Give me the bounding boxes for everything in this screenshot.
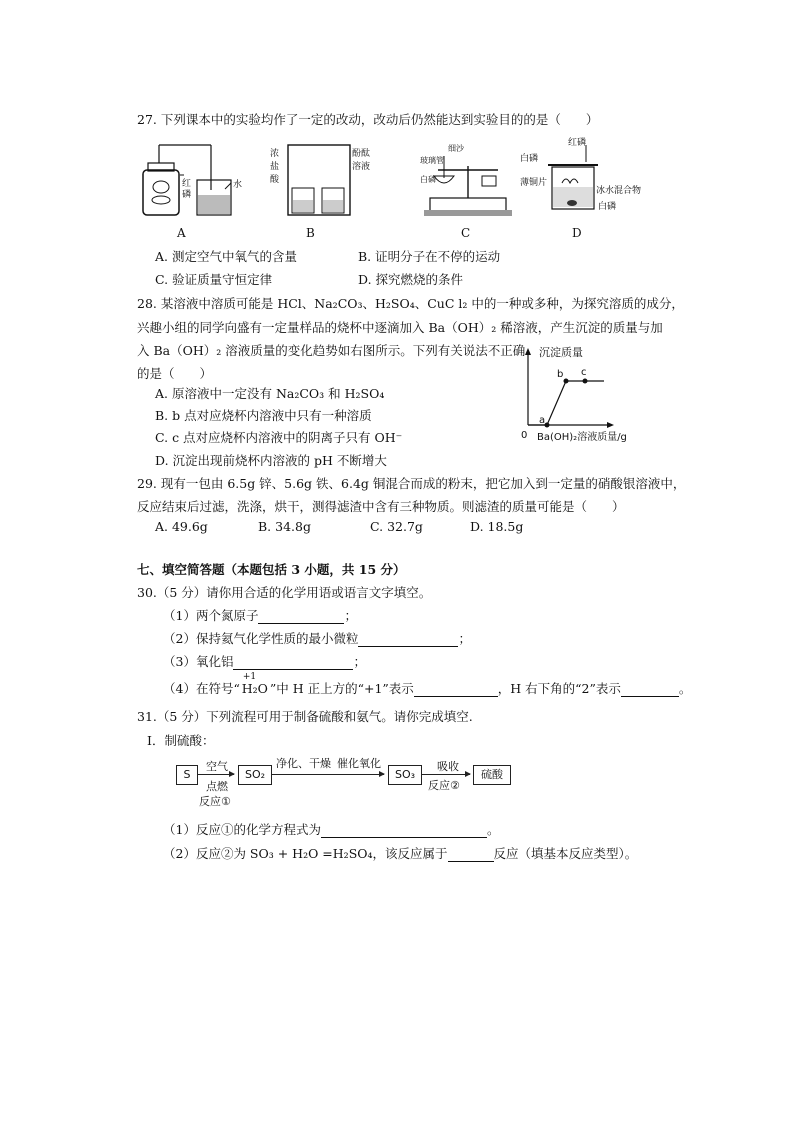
flow-box-s: S [176,765,198,785]
q30-item-1-text: （1）两个氮原子 [163,608,259,623]
figure-b-label-4: 酚酞 [352,149,371,159]
q29-line-1: 29. 现有一包由 6.5g 锌、5.6g 铁、6.4g 铜混合而成的粉末，把它加入到一定量的硝酸银溶液中， [137,476,686,491]
q30-item-1 [163,606,357,624]
h2o-text: H₂O [241,681,268,696]
figure-a-label-1: 红 [182,179,192,189]
figure-d-label-4: 冰水混合物 [596,186,642,196]
q29-line-2: 反应结束后过滤，洗涤，烘干，测得滤渣中含有三种物质。则滤渣的质量可能是（ ） [137,499,625,514]
q28-line-2: 兴趣小组的同学向盛有一定量样品的烧杯中逐滴加入 Ba（OH）₂ 稀溶液，产生沉淀的质量与加 [137,320,663,335]
q30-item-2-sep: ； [458,631,471,646]
q28-option-d: D. 沉淀出现前烧杯内溶液的 pH 不断增大 [155,453,387,468]
q30-item-3 [163,652,366,670]
flow-arrow-3-bot: 反应② [428,779,460,792]
q31-sub-1-end: 。 [486,822,500,837]
q31-sub-2-post: 反应（填基本反应类型）。 [493,846,638,861]
chart-point-a [545,423,550,428]
flow-arrow-2-top2: 催化氧化 [337,757,381,770]
flow-arrow-1 [198,774,234,775]
q28-option-b: B. b 点对应烧杯内溶液中只有一种溶质 [155,408,372,423]
figure-c-apparatus [418,140,518,220]
q30-stem: 30.（5 分）请你用合适的化学用语或语言文字填空。 [137,585,432,600]
figure-b-apparatus [268,140,378,220]
figure-b-label-5: 溶液 [352,162,371,172]
figure-b-caption: B [306,226,315,240]
q29-option-d: D. 18.5g [470,519,524,534]
figure-a-apparatus [135,135,255,220]
figure-c-label-1: 玻璃管 [420,156,444,165]
precipitate-chart [515,340,655,445]
q29-option-c: C. 32.7g [370,519,423,534]
q28-option-a: A. 原溶液中一定没有 Na₂CO₃ 和 H₂SO₄ [155,386,385,401]
q31-sub-2-pre: （2）反应②为 SO₃ + H₂O =H₂SO₄，该反应属于 [163,846,448,861]
q31-sub-1 [163,820,499,838]
figure-a-label-water: 水 [233,180,243,190]
chart-point-label-c: c [581,367,587,378]
chart-x-axis-arrow [607,422,614,428]
q30-item-2 [163,629,471,647]
q30-item-4-mid: ”中 H 正上方的“+1”表示 [269,681,414,696]
figure-d-label-3: 薄铜片 [520,178,548,188]
q28-line-1: 28. 某溶液中溶质可能是 HCl、Na₂CO₃、H₂SO₄、CuC l₂ 中的一种或多种，为探究溶质的成分， [137,296,684,311]
answer-blank-4[interactable] [414,683,498,697]
q27-stem: 27. 下列课本中的实验均作了一定的改动，改动后仍然能达到实验目的的是（ ） [137,112,599,127]
figure-c-label-3: 白磷 [420,175,436,184]
q30-item-1-sep: ； [344,608,357,623]
figure-b-label-1: 浓 [270,149,280,159]
figure-c-label-2: 细沙 [448,144,464,153]
answer-blank-6[interactable] [321,824,487,838]
figure-d-label-1: 红磷 [568,138,587,148]
q31-stem: 31.（5 分）下列流程可用于制备硫酸和氨气。请你完成填空. [137,709,473,724]
q27-option-c: C. 验证质量守恒定律 [155,272,273,287]
flow-box-sulfuric-acid: 硫酸 [473,765,511,785]
h2o-formula [240,672,270,696]
q30-item-4-pre: （4）在符号“ [163,681,240,696]
q31-sub-1-text: （1）反应①的化学方程式为 [163,822,321,837]
q31-sub-2 [163,844,637,862]
q29-option-a: A. 49.6g [155,519,208,534]
q28-line-4: 的是（ ） [137,366,213,381]
q27-option-d: D. 探究燃烧的条件 [358,272,464,287]
q29-option-b: B. 34.8g [258,519,311,534]
q28-line-3: 入 Ba（OH）₂ 溶液质量的变化趋势如右图所示。下列有关说法不正确 [137,343,526,358]
chart-y-label: 沉淀质量 [539,346,583,359]
q27-option-a: A. 测定空气中氧气的含量 [155,249,297,264]
q30-item-2-text: （2）保持氦气化学性质的最小微粒 [163,631,359,646]
figure-a-label-2: 磷 [182,190,192,200]
chart-point-label-a: a [539,415,546,426]
section-7-title: 七、填空简答题（本题包括 3 小题，共 15 分） [137,562,406,577]
flow-box-so3: SO₃ [388,765,422,785]
flow-arrow-1-mid: 点燃 [206,780,228,793]
chart-x-label: Ba(OH)₂溶液质量/g [537,432,627,443]
flow-arrow-1-top: 空气 [206,760,228,773]
flow-arrow-2-top: 净化、干燥 [276,757,331,770]
answer-blank-2[interactable] [358,633,458,647]
q30-item-3-sep: ； [353,654,366,669]
flow-box-so2: SO₂ [238,765,272,785]
q31-part-1: I．制硫酸： [147,733,215,748]
flow-arrow-3 [422,774,470,775]
chart-point-label-b: b [557,369,564,380]
q30-item-4-mid2: ，H 右下角的“2”表示 [497,681,621,696]
figure-b-label-2: 盐 [270,162,280,172]
answer-blank-1[interactable] [258,610,344,624]
flow-arrow-1-bot: 反应① [199,795,231,808]
flow-arrow-2 [272,774,384,775]
q30-item-4 [163,672,692,697]
flow-arrow-3-top: 吸收 [437,760,459,773]
figure-b-label-3: 酸 [270,175,280,185]
q28-option-c: C. c 点对应烧杯内溶液中的阴离子只有 OH⁻ [155,430,403,445]
chart-point-c [583,379,588,384]
answer-blank-5[interactable] [621,683,679,697]
q30-item-3-text: （3）氧化铝 [163,654,234,669]
figure-a-caption: A [177,226,186,240]
chart-point-b [564,379,569,384]
figure-c-caption: C [461,226,471,240]
chart-y-axis-arrow [525,348,531,355]
figure-d-label-5: 白磷 [598,202,617,212]
answer-blank-7[interactable] [448,848,494,862]
q30-item-4-end: 。 [678,681,692,696]
figure-d-label-2: 白磷 [520,154,539,164]
chart-origin-label: 0 [521,430,528,441]
h2o-charge: +1 [242,672,257,682]
figure-d-apparatus [520,135,645,220]
q27-option-b: B. 证明分子在不停的运动 [358,249,501,264]
figure-d-caption: D [572,226,582,240]
answer-blank-3[interactable] [233,656,353,670]
